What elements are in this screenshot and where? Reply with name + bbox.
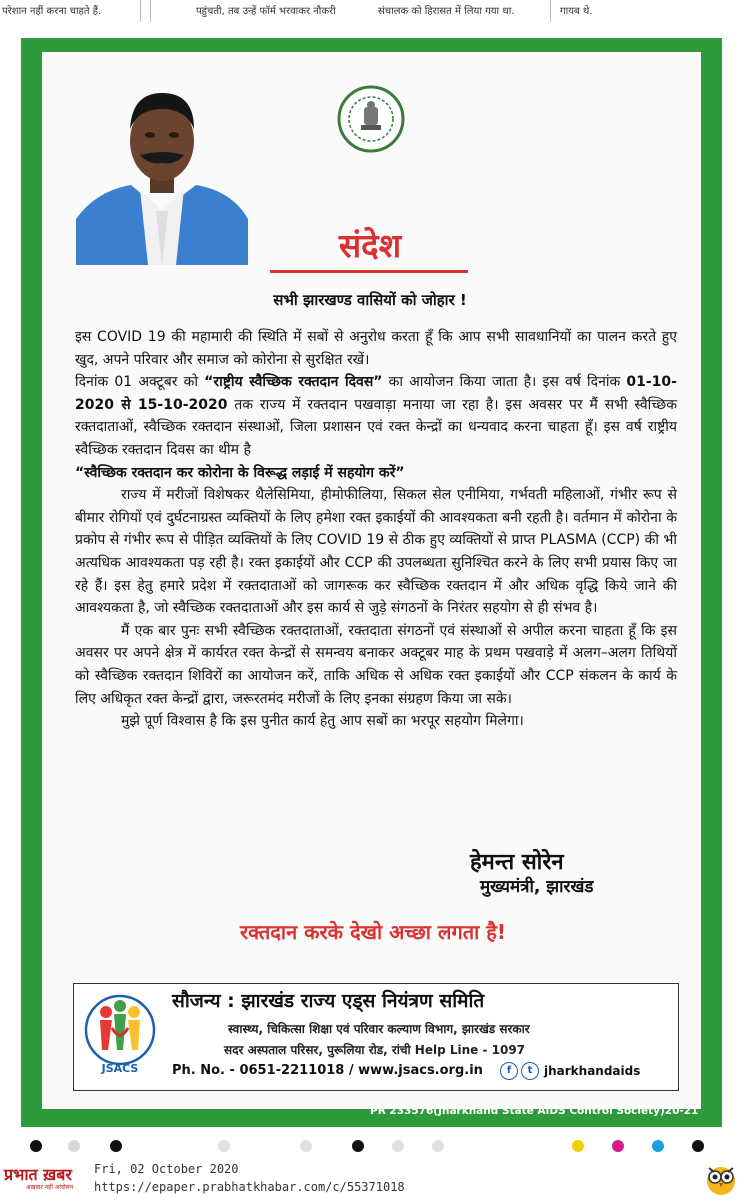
page-title: संदेश [338, 226, 402, 265]
social-links [500, 1061, 640, 1081]
registration-dot [612, 1140, 624, 1152]
address-line: सदर अस्पताल परिसर, पुरूलिया रोड, रांची Help Line - 1097 [224, 1043, 526, 1057]
date-range: 01-10-2020 से 15-10-2020 [75, 374, 677, 413]
registration-dot [652, 1140, 664, 1152]
portrait-photo [76, 79, 248, 265]
greeting: सभी झारखण्ड वासियों को जोहार ! [273, 291, 467, 309]
color-registration-marks [0, 1140, 744, 1154]
column-divider [150, 0, 151, 22]
registration-dot [30, 1140, 42, 1152]
column-divider [140, 0, 141, 22]
registration-dot [352, 1140, 364, 1152]
snippet-1: परेशान नहीं करना चाहते हैं. [2, 6, 102, 17]
paragraph [75, 371, 677, 461]
sponsor-title: सौजन्य : झारखंड राज्य एड्स नियंत्रण समिति [172, 990, 485, 1012]
signatory-title: मुख्यमंत्री, झारखंड [480, 877, 594, 897]
text-run: का आयोजन किया जाता है। इस वर्ष दिनांक [382, 374, 627, 391]
snippet-3: संचालक को हिरासत में लिया गया था. [378, 6, 515, 17]
title-underline [270, 270, 468, 273]
text-run: दिनांक 01 अक्टूबर को [75, 374, 205, 391]
slogan: रक्तदान करके देखो अच्छा लगता है! [239, 920, 507, 944]
newspaper-brand[interactable]: प्रभात ख़बर [4, 1165, 72, 1184]
registration-dot [300, 1140, 312, 1152]
previous-article-strip [0, 0, 744, 22]
registration-dot [68, 1140, 80, 1152]
registration-dot [432, 1140, 444, 1152]
facebook-icon[interactable]: f [500, 1062, 518, 1080]
registration-dot [692, 1140, 704, 1152]
pr-number: PR 233576(Jharkhand State AIDS Control Society)20-21 [370, 1105, 699, 1117]
department-line: स्वास्थ्य, चिकित्सा शिक्षा एवं परिवार कल्याण विभाग, झारखंड सरकार [228, 1022, 530, 1036]
signatory-name: हेमन्त सोरेन [470, 849, 564, 875]
text-run: तक राज्य में रक्तदान पखवाड़ा मनाया जा रहा है। इस अवसर पर मैं सभी स्वैच्छिक रक्तदाताओं, स्वैच्छिक रक्तदान संस्थाओं, जिला प्रशासन एवं रक्त केन्द्रों का धन्यवाद करना चाहता हूँ। इस वर्ष राष्ट्रीय स्वैच्छिक रक्तदान दिवस का थीम है [75, 396, 677, 458]
contact-line: Ph. No. - 0651-2211018 / www.jsacs.org.in [172, 1063, 483, 1078]
edition-date: Fri, 02 October 2020 [94, 1162, 239, 1176]
newspaper-tagline: अखबार नहीं आंदोलन [26, 1184, 74, 1191]
registration-dot [110, 1140, 122, 1152]
social-handle[interactable]: jharkhandaids [544, 1064, 641, 1078]
registration-dot [392, 1140, 404, 1152]
owl-icon [704, 1162, 738, 1196]
paragraph: मुझे पूर्ण विश्वास है कि इस पुनीत कार्य हेतु आप सबों का भरपूर सहयोग मिलेगा। [121, 713, 524, 730]
page-url[interactable]: https://epaper.prabhatkhabar.com/c/55371018 [94, 1180, 405, 1194]
registration-dot [218, 1140, 230, 1152]
paragraph: मैं एक बार पुनः सभी स्वैच्छिक रक्तदाताओं, रक्तदाता संगठनों एवं संस्थाओं से अपील करना चाहता हूँ कि इस अवसर पर अपने क्षेत्र में कार्यरत रक्त केन्द्रों से समन्वय बनाकर अक्टूबर माह के प्रथम पखवाड़े में अलग–अलग तिथियों को स्वैच्छिक रक्तदान शिविरों का आयोजन करें, ताकि अधिक से अधिक रक्त इकाईयों और CCP संकलन के कार्य के लिए अधिकृत रक्त केन्द्रों द्वारा, जरूरतमंद मरीजों के लिए इनका संग्रहण किया जा सके। [75, 622, 677, 707]
message-body [75, 326, 677, 733]
paragraph: इस COVID 19 की महामारी की स्थिति में सबों से अनुरोध करता हूँ कि आप सभी सावधानियों का पालन करते हुए खुद, अपने परिवार और समाज को कोरोना से सुरक्षित रखें। [75, 329, 677, 368]
theme-line: “स्वैच्छिक रक्तदान कर कोरोना के विरूद्ध लड़ाई में सहयोग करें” [75, 464, 405, 481]
paragraph: राज्य में मरीजों विशेषकर थैलेसिमिया, हीमोफीलिया, सिकल सेल एनीमिया, गर्भवती महिलाओं, गंभीर रूप से बीमार रोगियों एवं दुर्घटनाग्रस्त व्यक्तियों के लिए हमेशा रक्त इकाईयों की आवश्यकता बनी रहती है। वर्तमान में कोरोना के प्रकोप से गंभीर रूप से पीड़ित व्यक्तियों के लिए COVID 19 से ठीक हुए व्यक्तियों से प्राप्त PLASMA (CCP) की भी अत्यधिक आवश्यकता पड़ रही है। रक्त इकाईयों और CCP की उपलब्धता सुनिश्चित करने के लिए सभी प्रयास किए जा रहे हैं। इस हेतु हमारे प्रदेश में रक्तदाताओं को जागरूक कर स्वैच्छिक रक्तदान में और अधिक वृद्धि किये जाने की आवश्यकता है, जो स्वैच्छिक रक्तदाताओं और इस कार्य से जुड़े संगठनों के निरंतर सहयोग से ही संभव है। [75, 487, 677, 617]
snippet-4: गायब थे. [560, 6, 593, 17]
state-emblem [337, 85, 405, 153]
twitter-icon[interactable]: t [521, 1062, 539, 1080]
jsacs-logo-label: JSACS [101, 1062, 139, 1075]
snippet-2: पहुंचती, तब उन्हें फॉर्म भरवाकर नौकरी [196, 6, 336, 17]
column-divider [550, 0, 551, 22]
registration-dot [572, 1140, 584, 1152]
event-name: “राष्ट्रीय स्वैच्छिक रक्तदान दिवस” [204, 374, 383, 391]
